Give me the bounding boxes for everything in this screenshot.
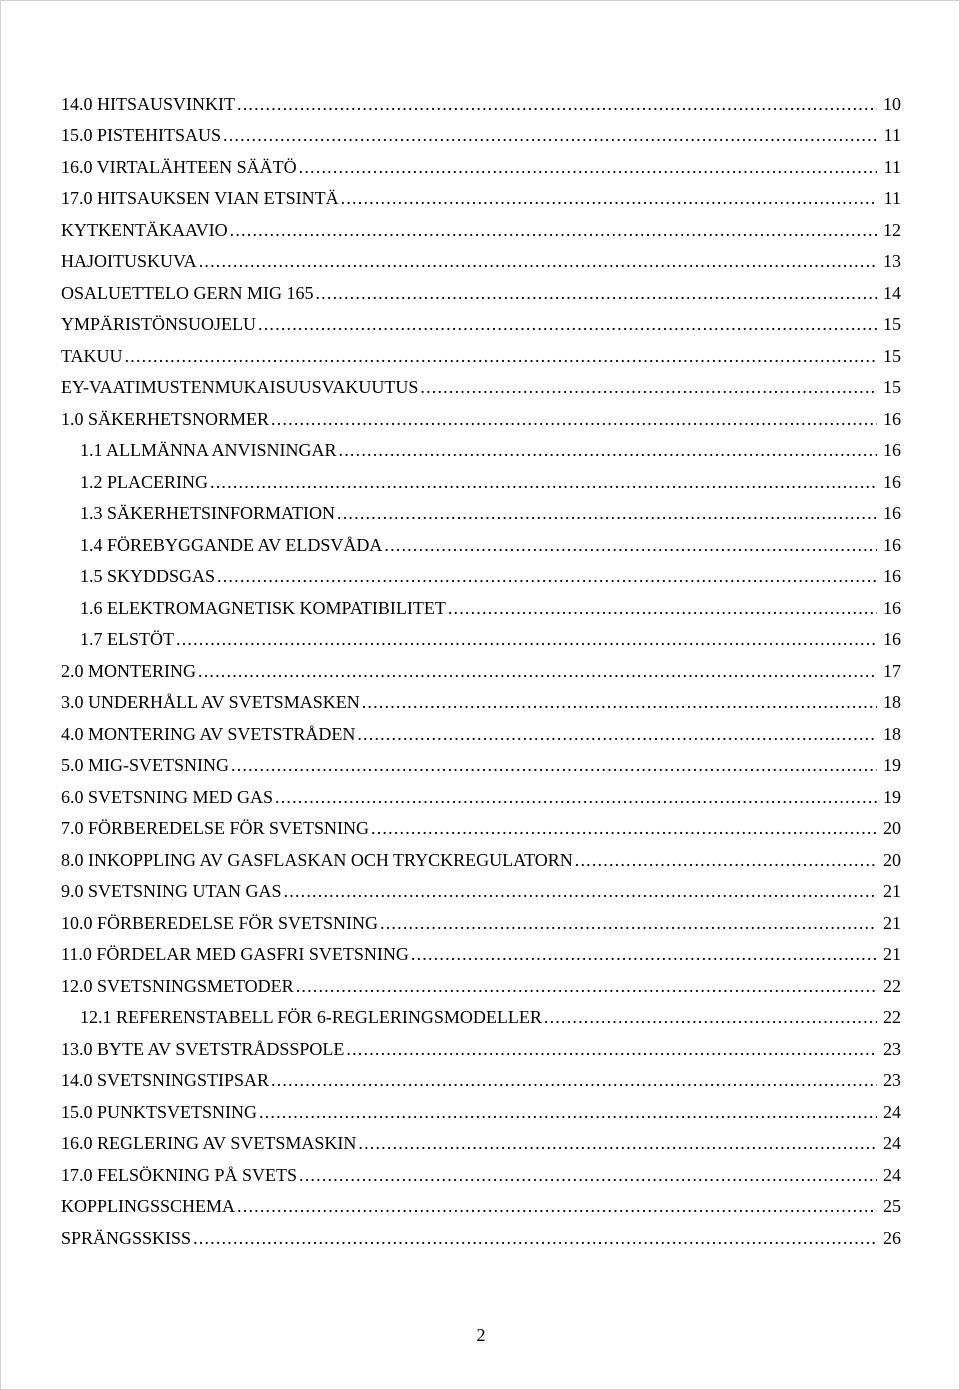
toc-dot-leader [210,471,877,493]
toc-entry-page: 10 [883,93,901,114]
toc-dot-leader [198,660,877,682]
toc-entry-label: 6.0 SVETSNING MED GAS [61,786,274,807]
toc-dot-leader [199,250,877,272]
toc-entry-label: 12.0 SVETSNINGSMETODER [61,975,294,996]
toc-entry[interactable] [61,335,901,367]
toc-entry-label: 1.5 SKYDDSGAS [80,566,216,586]
toc-dot-leader [230,219,877,241]
toc-dot-leader [544,1006,877,1028]
toc-entry-label: KOPPLINGSSCHEMA [61,1196,236,1216]
toc-dot-leader [339,439,877,461]
toc-dot-leader [380,912,877,934]
toc-entry-page: 21 [883,912,901,933]
toc-entry-label: OSALUETTELO GERN MIG 165 [61,282,314,303]
toc-entry-page: 16 [883,440,901,460]
toc-dot-leader [362,691,877,713]
toc-entry-label: YMPÄRISTÖNSUOJELU [61,314,257,334]
toc-entry-label: 17.0 FELSÖKNING PÅ SVETS [61,1164,298,1185]
toc-entry-page: 12 [883,219,901,240]
toc-entry-page: 14 [883,282,901,303]
toc-dot-leader [411,943,877,965]
toc-entry-page: 16 [883,503,901,523]
toc-entry[interactable] [61,272,901,304]
toc-entry[interactable] [61,587,901,619]
toc-entry[interactable] [61,650,901,682]
table-of-contents [61,83,901,1249]
toc-entry[interactable] [61,965,901,997]
toc-entry-page: 22 [883,975,901,996]
toc-entry-page: 23 [883,1070,901,1090]
toc-dot-leader [341,187,877,209]
toc-entry[interactable] [61,209,901,241]
toc-entry-label: 14.0 HITSAUSVINKIT [61,93,235,114]
toc-entry-page: 18 [883,723,901,744]
toc-entry-label: 17.0 HITSAUKSEN VIAN ETSINTÄ [61,188,339,208]
toc-entry-page: 21 [883,944,901,964]
toc-dot-leader [296,975,877,997]
toc-entry-page: 24 [883,1133,901,1153]
toc-dot-leader [371,817,877,839]
toc-entry-page: 16 [883,566,901,586]
toc-entry-label: 13.0 BYTE AV SVETSTRÅDSSPOLE [61,1038,345,1059]
toc-entry-label: 1.2 PLACERING [80,471,209,492]
toc-entry-label: 1.0 SÄKERHETSNORMER [61,408,270,429]
toc-entry[interactable] [61,367,901,399]
toc-entry-page: 19 [883,786,901,807]
toc-dot-leader [315,282,877,304]
toc-entry-page: 16 [883,471,901,492]
toc-entry[interactable] [61,1186,901,1218]
toc-entry-page: 16 [883,534,901,555]
toc-dot-leader [357,723,877,745]
toc-entry-label: 15.0 PISTEHITSAUS [61,125,222,145]
toc-entry-label: 5.0 MIG-SVETSNING [61,755,229,775]
toc-entry[interactable] [61,524,901,556]
toc-dot-leader [258,313,877,335]
toc-entry-label: 10.0 FÖRBEREDELSE FÖR SVETSNING [61,912,379,933]
toc-dot-leader [337,502,877,524]
toc-entry-page: 19 [883,755,901,775]
toc-dot-leader [217,565,877,587]
toc-entry-label: 15.0 PUNKTSVETSNING [61,1101,258,1122]
toc-entry-page: 11 [883,125,901,145]
toc-dot-leader [271,1069,877,1091]
toc-entry[interactable] [61,461,901,493]
toc-dot-leader [223,124,877,146]
toc-entry[interactable] [61,146,901,178]
toc-dot-leader [259,1101,877,1123]
toc-entry-page: 17 [883,660,901,681]
toc-entry-page: 24 [883,1164,901,1185]
toc-entry[interactable] [61,1217,901,1249]
toc-entry-page: 22 [883,1007,901,1027]
toc-entry-label: 11.0 FÖRDELAR MED GASFRI SVETSNING [61,944,409,964]
toc-dot-leader [237,93,877,115]
toc-entry[interactable] [61,776,901,808]
toc-entry-label: SPRÄNGSSKISS [61,1227,192,1248]
toc-entry-page: 16 [883,408,901,429]
toc-entry-label: 9.0 SVETSNING UTAN GAS [61,881,282,901]
toc-entry[interactable] [61,83,901,115]
toc-entry[interactable] [61,934,901,966]
toc-entry[interactable] [61,178,901,210]
toc-entry-page: 15 [883,377,901,397]
toc-entry-label: 7.0 FÖRBEREDELSE FÖR SVETSNING [61,818,370,838]
toc-entry[interactable] [61,493,901,525]
toc-entry-label: HAJOITUSKUVA [61,251,197,271]
toc-dot-leader [176,628,877,650]
page-number: 2 [476,1325,486,1345]
toc-entry-label: 8.0 INKOPPLING AV GASFLASKAN OCH TRYCKREGULATORN [61,849,573,870]
toc-entry-label: 2.0 MONTERING [61,660,196,681]
toc-entry-page: 23 [883,1038,901,1059]
toc-entry-page: 20 [883,818,901,838]
toc-entry[interactable] [61,839,901,871]
toc-entry-page: 18 [883,692,901,712]
toc-entry-page: 21 [883,881,901,901]
toc-entry[interactable] [61,745,901,777]
toc-entry-label: 16.0 REGLERING AV SVETSMASKIN [61,1133,357,1153]
toc-entry[interactable] [61,808,901,840]
toc-entry-label: TAKUU [61,345,123,366]
toc-entry-page: 20 [883,849,901,870]
toc-entry[interactable] [61,619,901,651]
toc-entry[interactable] [61,1060,901,1092]
toc-entry[interactable] [61,556,901,588]
toc-entry[interactable] [61,1123,901,1155]
toc-dot-leader [575,849,877,871]
toc-entry-label: 14.0 SVETSNINGSTIPSAR [61,1070,270,1090]
toc-entry-label: 1.1 ALLMÄNNA ANVISNINGAR [80,440,337,460]
toc-entry-page: 11 [883,156,901,177]
toc-entry[interactable] [61,902,901,934]
toc-entry-label: 1.3 SÄKERHETSINFORMATION [80,503,336,523]
toc-entry-page: 11 [883,188,901,208]
toc-entry-page: 25 [883,1196,901,1216]
toc-entry[interactable] [61,997,901,1029]
toc-entry-page: 15 [883,345,901,366]
toc-entry[interactable] [61,241,901,273]
toc-dot-leader [299,1164,877,1186]
toc-dot-leader [420,376,877,398]
toc-dot-leader [448,597,877,619]
toc-dot-leader [346,1038,877,1060]
toc-dot-leader [237,1195,877,1217]
toc-entry-page: 16 [883,629,901,649]
toc-dot-leader [193,1227,877,1249]
toc-entry[interactable] [61,713,901,745]
toc-entry-page: 24 [883,1101,901,1122]
toc-entry[interactable] [61,398,901,430]
toc-dot-leader [275,786,877,808]
toc-entry-label: 3.0 UNDERHÅLL AV SVETSMASKEN [61,692,360,712]
toc-entry[interactable] [61,682,901,714]
toc-entry[interactable] [61,1154,901,1186]
toc-entry[interactable] [61,304,901,336]
toc-entry-page: 26 [883,1227,901,1248]
toc-entry-page: 15 [883,314,901,334]
toc-entry-label: 1.6 ELEKTROMAGNETISK KOMPATIBILITET [80,597,446,618]
toc-dot-leader [231,754,877,776]
toc-dot-leader [284,880,877,902]
toc-entry-label: 16.0 VIRTALÄHTEEN SÄÄTÖ [61,156,297,177]
toc-dot-leader [125,345,877,367]
toc-entry[interactable] [61,1091,901,1123]
toc-entry-page: 16 [883,597,901,618]
toc-entry[interactable] [61,430,901,462]
toc-dot-leader [271,408,877,430]
toc-entry-label: 12.1 REFERENSTABELL FÖR 6-REGLERINGSMODELLER [80,1007,542,1027]
toc-entry-label: 4.0 MONTERING AV SVETSTRÅDEN [61,723,356,744]
toc-entry-label: EY-VAATIMUSTENMUKAISUUSVAKUUTUS [61,377,419,397]
toc-entry[interactable] [61,115,901,147]
toc-entry-page: 13 [883,251,901,271]
toc-dot-leader [384,534,877,556]
toc-entry[interactable] [61,871,901,903]
toc-entry[interactable] [61,1028,901,1060]
toc-dot-leader [358,1132,877,1154]
toc-entry-label: 1.4 FÖREBYGGANDE AV ELDSVÅDA [80,534,383,555]
toc-dot-leader [299,156,877,178]
toc-entry-label: 1.7 ELSTÖT [80,629,174,649]
toc-entry-label: KYTKENTÄKAAVIO [61,219,228,240]
